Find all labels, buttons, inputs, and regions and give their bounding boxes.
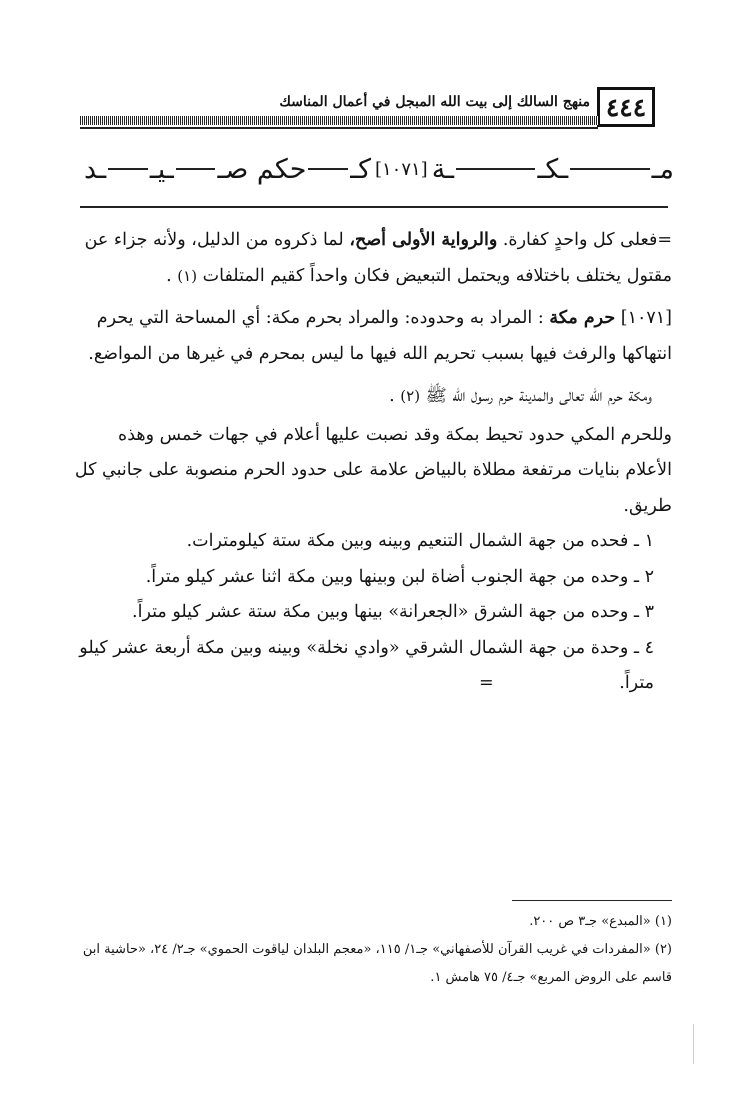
footnote-divider <box>512 900 672 901</box>
matn-segment: مـ <box>651 153 674 185</box>
footnote-ref: (٢) <box>400 387 421 405</box>
footnotes <box>62 908 672 992</box>
matn-line <box>84 150 674 188</box>
running-title: منهج السالك إلى بيت الله المبجل في أعمال المناسك <box>279 94 590 110</box>
emphasis-text: والرواية الأولى أصح، <box>349 230 498 250</box>
matn-segment: ـد <box>84 153 107 185</box>
matn-segment: كـ <box>350 153 371 185</box>
paragraph-haram-makkah: [١٠٧١] حرم مكة : المراد به وحدوده: والمراد بحرم مكة: أي المساحة التي يحرم انتهاكها والرفث فيها بسبب تحريم الله فيها ما ليس بمحرم في غيرها من المواضع. <box>88 308 672 364</box>
paragraph-haram-statement: ومكة حرم الله تعالى والمدينة حرم رسول الله ﷺ (٢) . <box>389 386 652 406</box>
matn-divider <box>80 206 668 208</box>
kashida-stroke <box>456 168 535 170</box>
entry-heading: حرم مكة <box>549 308 616 328</box>
page-number: ٤٤٤ <box>597 87 655 127</box>
continuation-mark: = <box>479 673 494 693</box>
boundary-item: ٢ ـ وحده من جهة الجنوب أضاة لبن وبينها وبين مكة اثنا عشر كيلو متراً. <box>145 566 654 587</box>
matn-reference-number: [١٠٧١] <box>374 158 428 180</box>
scan-edge-mark <box>693 1024 694 1064</box>
boundary-item: ٤ ـ وحدة من جهة الشمال الشرقي «وادي نخلة» وبينه وبين مكة أربعة عشر كيلو متراً. = <box>79 637 654 693</box>
entry-number: [١٠٧١] <box>620 308 672 328</box>
footnote-1: (١) «المبدع» جـ٣ ص ٢٠٠. <box>529 914 672 929</box>
paragraph-continuation: =فعلى كل واحدٍ كفارة. والرواية الأولى أصح، لما ذكروه من الدليل، ولأنه جزاء عن مقتول يختلف باختلافه ويحتمل التبعيض فكان واحداً كقيم المتلفات (١) . <box>84 230 672 286</box>
kashida-stroke <box>108 168 148 170</box>
kashida-stroke <box>308 168 348 170</box>
footnote-2: (٢) «المفردات في غريب القرآن للأصفهاني» جـ١/ ١١٥، «معجم البلدان لياقوت الحموي» جـ٢/ ٢٤، «حاشية ابن قاسم على الروض المربع» جـ٤/ ٧٥ هامش ١. <box>82 942 672 985</box>
header-rule-band <box>80 116 598 125</box>
commentary-body <box>72 223 672 702</box>
boundary-item: ١ ـ فحده من جهة الشمال التنعيم وبينه وبين مكة ستة كيلومترات. <box>186 531 654 551</box>
matn-segment: ـيـ <box>149 153 174 185</box>
paragraph-boundaries: وللحرم المكي حدود تحيط بمكة وقد نصبت عليها أعلام في جهات خمس وهذه الأعلام بنايات مرتفعة مطلاة بالبياض علامة على حدود الحرم منصوبة على جانبي كل طريق. <box>74 424 672 516</box>
kashida-stroke <box>570 168 649 170</box>
boundary-item: ٣ ـ وحده من جهة الشرق «الجعرانة» بينها وبين مكة ستة عشر كيلو متراً. <box>132 602 654 622</box>
matn-segment: ـة <box>431 153 455 185</box>
header-rule-line <box>80 127 598 129</box>
matn-segment: حكم صـ <box>217 153 307 185</box>
matn-segment: ـكـ <box>537 153 569 185</box>
kashida-stroke <box>176 168 216 170</box>
footnote-ref: (١) <box>177 266 198 285</box>
